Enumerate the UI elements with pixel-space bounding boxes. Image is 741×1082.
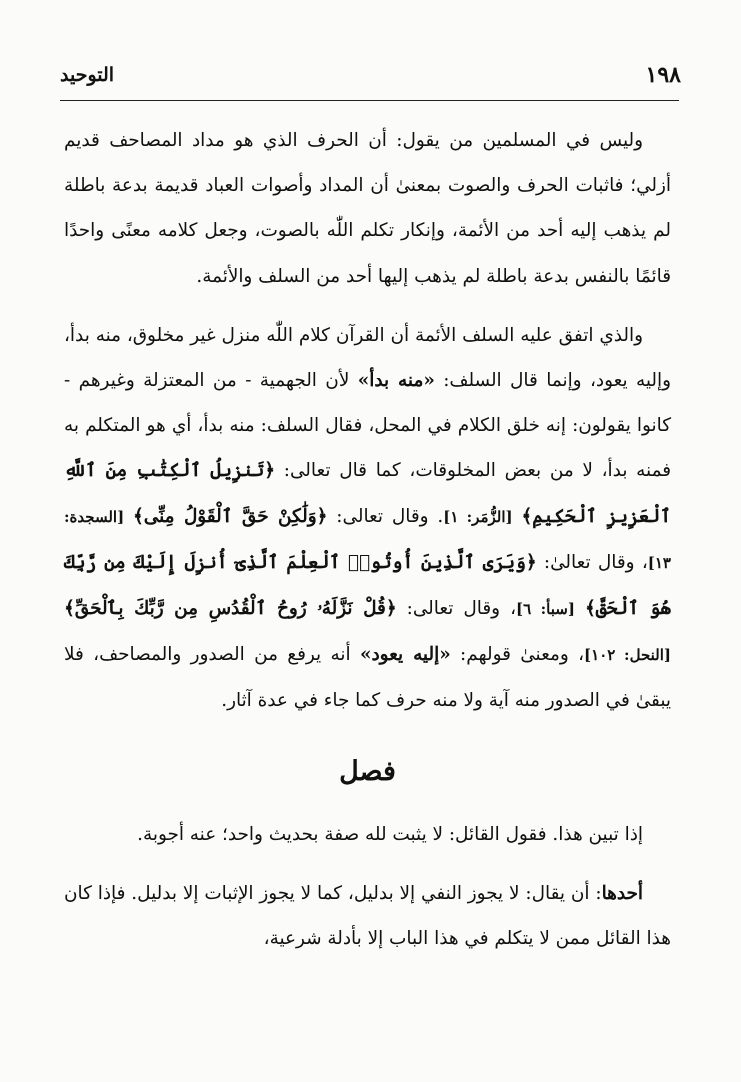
lead-word: أحدها <box>601 882 643 904</box>
text-run: ، وقال تعالىٰ: <box>536 551 648 573</box>
running-header <box>60 58 681 92</box>
paragraph-2 <box>64 313 671 724</box>
text-run: أنه يرفع من الصدور والمصاحف، فلا يبقىٰ في الصدور منه آية ولا منه حرف كما جاء في عدة آثار. <box>64 644 671 712</box>
text-run: لأن الجهمية - من المعتزلة وغيرهم - كانوا يقولون: إنه خلق الكلام في المحل، فقال السلف: منه بدأ، أي هو المتكلم به فمنه بدأ، لا من بعض المخلوقات، كما قال تعالى: <box>64 370 671 482</box>
verse-reference: [النحل: ١٠٢] <box>584 646 671 665</box>
verse-reference: [سبأ: ٦] <box>516 600 575 619</box>
quran-verse: ﴿وَيَرَى ٱلَّذِينَ أُوتُوا۟ ٱلْعِلْمَ ٱلَّذِىٓ أُنزِلَ إِلَيْكَ مِن رَّبِّكَ هُوَ ٱلْحَقَّ﴾ <box>64 551 671 620</box>
header-title: التوحيد <box>60 64 115 86</box>
text-run: ، وقال تعالى: <box>396 598 517 620</box>
quran-verse: ﴿وَلَٰكِنْ حَقَّ ٱلْقَوْلُ مِنِّى﴾ <box>133 505 328 527</box>
section-heading: فصل <box>339 755 396 787</box>
quran-verse: ﴿تَنزِيلُ ٱلْكِتَٰبِ مِنَ ٱللَّهِ ٱلْعَزِيزِ ٱلْحَكِيمِ﴾ <box>64 460 671 527</box>
quran-verse: ﴿قُلْ نَزَّلَهُۥ رُوحُ ٱلْقُدُسِ مِن رَّبِّكَ بِٱلْحَقِّ﴾ <box>64 598 397 620</box>
page-number: ١٩٨ <box>645 62 681 88</box>
text-run: والذي اتفق عليه السلف الأئمة أن القرآن كلام اللّٰه منزل غير مخلوق، منه بدأ، وإليه يعود، وإنما قال السلف: <box>64 324 671 392</box>
paragraph-1: وليس في المسلمين من يقول: أن الحرف الذي هو مداد المصاحف قديم أزلي؛ فاثبات الحرف والصوت بمعنىٰ أن المداد وأصوات العباد قديمة بدعة باطلة لم يذهب إليه أحد من الأئمة، وإنكار تكلم اللّٰه بالصوت، وجعل كلامه معنًى واحدًا قائمًا بالنفس بدعة باطلة لم يذهب إليها أحد من السلف والأئمة. <box>64 130 671 287</box>
text-run: : أن يقال: لا يجوز النفي إلا بدليل، كما لا يجوز الإثبات إلا بدليل. فإذا كان هذا القائل ممن لا يتكلم في هذا الباب إلا بأدلة شرعية، <box>64 882 671 950</box>
text-run: ، ومعنىٰ قولهم: <box>450 644 585 666</box>
text-run: . وقال تعالى: <box>327 505 444 527</box>
paragraph-3: إذا تبين هذا. فقول القائل: لا يثبت لله صفة بحديث واحد؛ عنه أجوبة. <box>137 823 643 845</box>
quoted-phrase: «إليه يعود» <box>359 644 451 666</box>
verse-reference: [السجدة: ١٣] <box>64 507 671 572</box>
header-divider <box>60 100 679 101</box>
verse-reference: [الزُّمَر: ١] <box>443 507 513 526</box>
page-body <box>64 118 671 961</box>
quoted-phrase: «منه بدأ» <box>357 370 435 392</box>
paragraph-4 <box>64 871 671 961</box>
